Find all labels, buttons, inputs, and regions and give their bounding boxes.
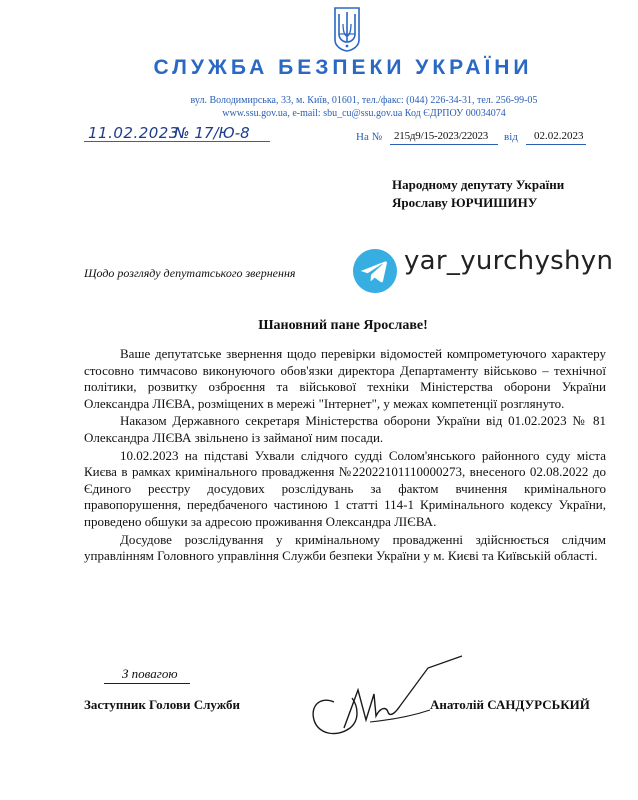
handwritten-number: № 17/Ю-8 — [174, 124, 250, 142]
addressee-name: Ярославу ЮРЧИШИНУ — [392, 195, 538, 210]
letter-body — [84, 346, 606, 566]
telegram-handle: yar_yurchyshyn — [404, 246, 614, 276]
reference-date: 02.02.2023 — [534, 130, 584, 142]
greeting: Шановний пане Ярославе! — [258, 318, 428, 333]
letter-subject: Щодо розгляду депутатського звернення — [84, 266, 296, 280]
body-paragraph: Наказом Державного секретаря Міністерства оборони України від 01.02.2023 № 81 Олександра ЛІЄВА звільнено із займаної ним посади. — [84, 413, 606, 445]
signatory-title: Заступник Голови Служби — [84, 697, 240, 712]
addressee-block — [392, 176, 564, 212]
org-contacts: www.ssu.gov.ua, e-mail: sbu_cu@ssu.gov.ua Код ЄДРПОУ 00034074 — [222, 108, 506, 119]
signatory-name: Анатолій САНДУРСЬКИЙ — [430, 697, 590, 712]
closing-phrase: З повагою — [122, 666, 178, 681]
reference-number: 215д9/15-2023/22023 — [394, 130, 489, 142]
reference-number-underline — [390, 144, 498, 145]
reference-date-label: від — [504, 131, 518, 143]
org-address: вул. Володимирська, 33, м. Київ, 01601, тел./факс: (044) 226-34-31, тел. 256-99-05 — [190, 95, 538, 106]
reference-number-label: На № — [356, 131, 383, 143]
trident-icon — [333, 6, 361, 52]
body-paragraph: 10.02.2023 на підставі Ухвали слідчого судді Солом'янського районного суду міста Києва в рамках кримінального провадження №22022101110000273, внесеного 02.08.2022 до Єдиного реєстру досудових розслідувань за фактом вчинення кримінального правопорушення, передбаченого частиною 1 статті 114-1 Кримінального кодексу України, проведено обшуки за адресою проживання Олександра ЛІЄВА. — [84, 447, 606, 529]
reference-date-underline — [526, 144, 586, 145]
body-paragraph: Ваше депутатське звернення щодо перевірки відомостей компрометуючого характеру стосовно тимчасово виконуючого обов'язки директора Департаменту військово – технічної політики, розвитку озброєння та військової техніки Міністерства оборони України Олександра ЛІЄВА, розміщених в мережі "Інтернет", у межах компетенції розглянуто. — [84, 346, 606, 411]
addressee-position: Народному депутату України — [392, 177, 565, 192]
telegram-icon — [352, 248, 398, 294]
handwritten-date: 11.02.2023 — [88, 124, 179, 142]
closing-underline — [104, 683, 190, 684]
body-paragraph: Досудове розслідування у кримінальному провадженні здійснюється слідчим управлінням Головного управління Служби безпеки України у м. Києві та Київській області. — [84, 531, 606, 564]
handwritten-underline — [84, 141, 270, 142]
org-name: СЛУЖБА БЕЗПЕКИ УКРАЇНИ — [153, 56, 533, 79]
